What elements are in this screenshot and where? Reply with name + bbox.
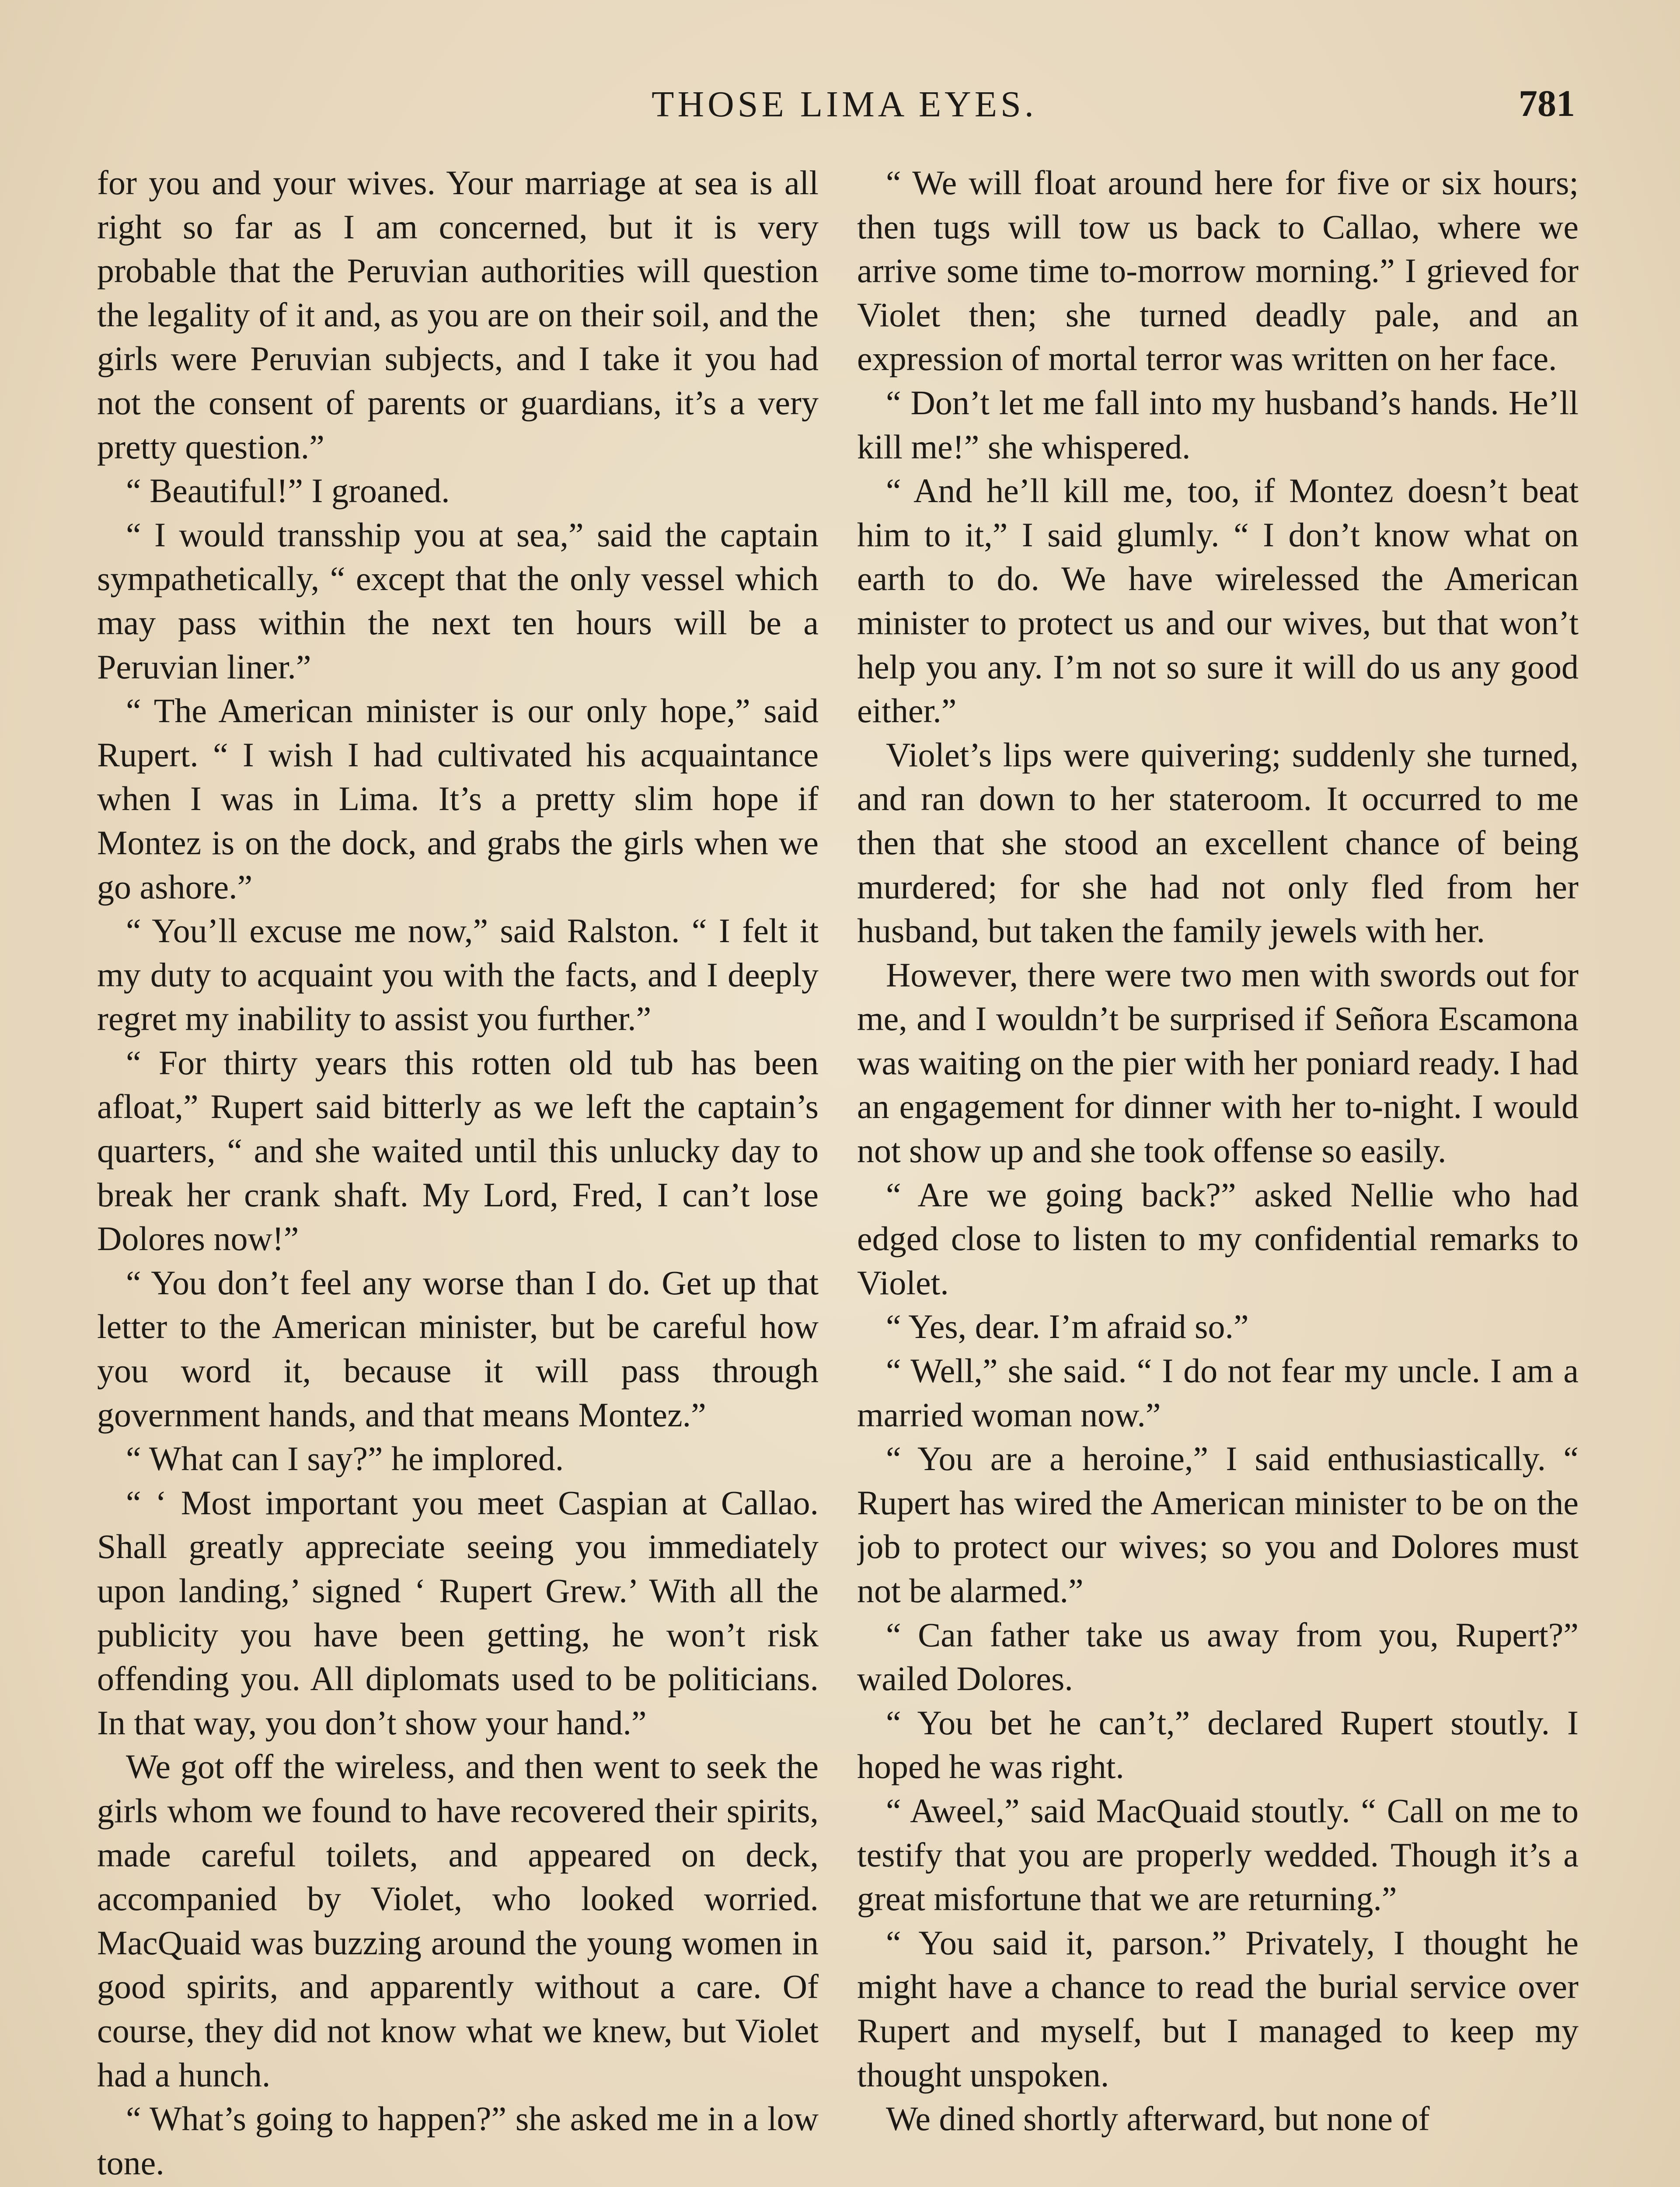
paragraph: We dined shortly afterward, but none of	[886, 2100, 1430, 2138]
paragraph: “ The American minister is our only hope,” said Rupert. “ I wish I had cultivated his acquaintance when I was in Lima. It’s a pretty slim hope if Montez is on the dock, and grabs the girls when we go ashore.”	[97, 692, 819, 906]
paragraph: “ For thirty years this rotten old tub has been afloat,” Rupert said bitterly as we left the captain’s quarters, “ and she waited until this unlucky day to break her crank shaft. My Lord, Fred, I can’t lose Dolores now!”	[97, 1043, 819, 1258]
paragraph: “ We will float around here for five or six hours; then tugs will tow us back to Callao, where we arrive some time to-morrow morning.” I grieved for Violet then; she turned deadly pale, and an expression of mortal terror was written on her face.	[857, 164, 1579, 378]
page-header	[96, 83, 1593, 136]
paragraph: “ And he’ll kill me, too, if Montez doesn’t beat him to it,” I said glumly. “ I don’t know what on earth to do. We have wirelessed the American minister to protect us and our wives, but that won’t help you any. I’m not so sure it will do us any good either.”	[857, 472, 1579, 730]
paragraph: “ Yes, dear. I’m afraid so.”	[886, 1307, 1249, 1346]
paragraph: “ Aweel,” said MacQuaid stoutly. “ Call on me to testify that you are properly wedded. Though it’s a great misfortune that we are returning.”	[857, 1791, 1579, 1918]
paragraph: “ I would transship you at sea,” said the captain sympathetically, “ except that the only vessel which may pass within the next ten hours will be a Peruvian liner.”	[97, 515, 819, 686]
left-column	[97, 161, 819, 2187]
paragraph: “ What’s going to happen?” she asked me in a low tone.	[97, 2100, 819, 2182]
paragraph: “ ‘ Most important you meet Caspian at Callao. Shall greatly appreciate seeing you immediately upon landing,’ signed ‘ Rupert Grew.’ With all the publicity you have been getting, he won’t risk offending you. All diplomats used to be politicians. In that way, you don’t show your hand.”	[97, 1483, 819, 1742]
paragraph: “ You’ll excuse me now,” said Ralston. “ I felt it my duty to acquaint you with the facts, and I deeply regret my inability to assist you further.”	[97, 912, 819, 1038]
paragraph: for you and your wives. Your marriage at sea is all right so far as I am concerned, but it is very probable that the Peruvian authorities will question the legality of it and, as you are on their soil, and the girls were Peruvian subjects, and I take it you had not the consent of parents or guardians, it’s a very pretty question.”	[97, 164, 819, 466]
paragraph: “ Are we going back?” asked Nellie who had edged close to listen to my confidential remarks to Violet.	[857, 1175, 1579, 1302]
paragraph: “ You are a heroine,” I said enthusiastically. “ Rupert has wired the American minister to be on the job to protect our wives; so you and Dolores must not be alarmed.”	[857, 1439, 1579, 1610]
paragraph: “ Well,” she said. “ I do not fear my uncle. I am a married woman now.”	[857, 1352, 1579, 1434]
paragraph: Violet’s lips were quivering; suddenly she turned, and ran down to her stateroom. It occurred to me then that she stood an excellent chance of being murdered; for she had not only fled from her husband, but taken the family jewels with her.	[857, 735, 1579, 950]
paragraph: “ You don’t feel any worse than I do. Get up that letter to the American minister, but be careful how you word it, because it will pass through government hands, and that means Montez.”	[97, 1263, 819, 1434]
text-columns	[97, 161, 1593, 2187]
paragraph: “ What can I say?” he implored.	[126, 1439, 564, 1478]
paragraph: “ Don’t let me fall into my husband’s hands. He’ll kill me!” she whispered.	[857, 383, 1579, 466]
running-title: THOSE LIMA EYES.	[652, 84, 1037, 125]
paragraph: “ You said it, parson.” Privately, I thought he might have a chance to read the burial service over Rupert and myself, but I managed to keep my thought unspoken.	[857, 1923, 1579, 2094]
page-number: 781	[1519, 82, 1575, 124]
paragraph: However, there were two men with swords out for me, and I wouldn’t be surprised if Señora Escamona was waiting on the pier with her poniard ready. I had an engagement for dinner with her to-night. I would not show up and she took offense so easily.	[857, 955, 1579, 1170]
paragraph: “ Beautiful!” I groaned.	[126, 472, 450, 510]
paragraph: “ You bet he can’t,” declared Rupert stoutly. I hoped he was right.	[857, 1703, 1579, 1786]
paragraph: “ Can father take us away from you, Rupert?” wailed Dolores.	[857, 1615, 1579, 1698]
paragraph: We got off the wireless, and then went to seek the girls whom we found to have recovered their spirits, made careful toilets, and appeared on deck, accompanied by Violet, who looked worried. MacQuaid was buzzing around the young women in good spirits, and apparently without a care. Of course, they did not know what we knew, but Violet had a hunch.	[97, 1747, 819, 2094]
right-column	[857, 161, 1579, 2187]
